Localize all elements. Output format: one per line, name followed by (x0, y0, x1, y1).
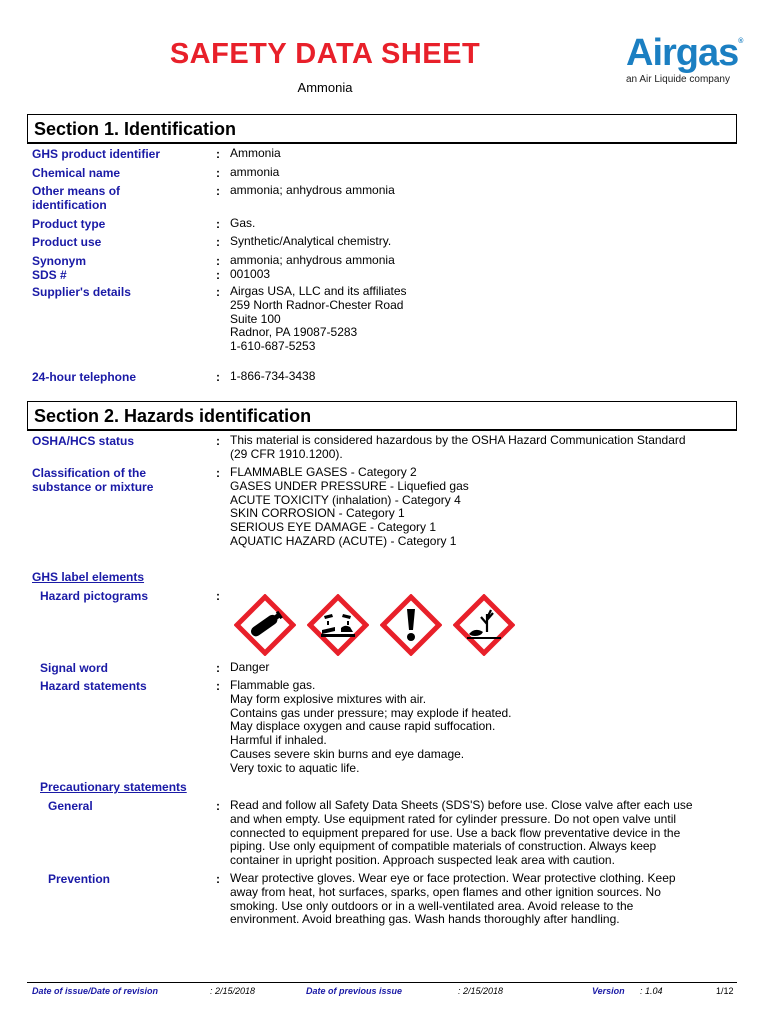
footer-version-label: Version (592, 986, 625, 996)
section2-heading: Section 2. Hazards identification (34, 406, 312, 426)
label-other-means: Other means of identification (32, 184, 121, 212)
label-product-use: Product use (32, 235, 102, 249)
colon: : (216, 254, 220, 268)
colon: : (216, 679, 220, 693)
colon: : (216, 466, 220, 480)
value-general: Read and follow all Safety Data Sheets (SDS'S) before use. Close valve after each use and when empty. Use equipment rated for cylinder pressure. Do not open valve until connected to equipment prepared for use. Use a back flow preventative device in the piping. Use only equipment of compatible materials of construction. Always keep container in upright position. Approach suspected leak area with caution. (230, 798, 693, 868)
precautionary-statements-heading: Precautionary statements (40, 780, 187, 794)
value-product-use: Synthetic/Analytical chemistry. (230, 234, 392, 248)
value-hazard-statements: Flammable gas. May form explosive mixtures with air. Contains gas under pressure; may explode if heated. May displace oxygen and cause rapid suffocation. Harmful if inhaled. Causes severe skin burns and eye damage. Very toxic to aquatic life. (230, 678, 512, 775)
label-ghs-product-identifier: GHS product identifier (32, 147, 161, 161)
colon: : (216, 166, 220, 180)
value-24-hour-telephone: 1-866-734-3438 (230, 369, 316, 383)
value-product-type: Gas. (230, 216, 256, 230)
section1-heading: Section 1. Identification (34, 119, 237, 139)
label-prevention: Prevention (48, 872, 111, 886)
exclamation-mark-pictogram-icon (380, 594, 442, 656)
label-24-hour-telephone: 24-hour telephone (32, 370, 137, 384)
environment-pictogram-icon (453, 594, 515, 656)
colon: : (216, 661, 220, 675)
footer-rule (27, 982, 737, 983)
value-ghs-product-identifier: Ammonia (230, 146, 281, 160)
footer-page-number: 1/12 (716, 986, 734, 996)
footer-previous-issue-value: : 2/15/2018 (458, 986, 504, 996)
colon: : (216, 799, 220, 813)
logo-registered-mark: ® (738, 38, 743, 45)
corrosion-pictogram-icon (307, 594, 369, 656)
value-signal-word: Danger (230, 660, 270, 674)
product-subtitle: Ammonia (297, 80, 353, 95)
section2-header (27, 401, 737, 430)
label-general: General (48, 799, 93, 813)
footer-previous-issue-label: Date of previous issue (306, 986, 403, 996)
logo-tagline: an Air Liquide company (626, 74, 730, 85)
colon: : (216, 217, 220, 231)
ghs-label-elements-heading: GHS label elements (32, 570, 145, 584)
airgas-logo (626, 32, 742, 75)
document-title: SAFETY DATA SHEET (169, 38, 481, 70)
label-chemical-name: Chemical name (32, 166, 121, 180)
value-classification: FLAMMABLE GASES - Category 2 GASES UNDER PRESSURE - Liquefied gas ACUTE TOXICITY (inhalation) - Category 4 SKIN CORROSION - Category 1 SERIOUS EYE DAMAGE - Category 1 AQUATIC HAZARD (ACUTE) - Category 1 (230, 465, 469, 548)
section1-rule (27, 143, 737, 144)
value-synonym: ammonia; anhydrous ammonia (230, 253, 395, 267)
label-classification: Classification of the substance or mixture (32, 466, 154, 494)
value-supplier-details: Airgas USA, LLC and its affiliates 259 North Radnor-Chester Road Suite 100 Radnor, PA 19087-5283 1-610-687-5253 (230, 284, 407, 354)
colon: : (216, 434, 220, 448)
colon: : (216, 589, 220, 603)
label-signal-word: Signal word (40, 661, 109, 675)
colon: : (216, 370, 220, 384)
colon: : (216, 147, 220, 161)
colon: : (216, 285, 220, 299)
value-chemical-name: ammonia (230, 165, 280, 179)
value-prevention: Wear protective gloves. Wear eye or face protection. Wear protective clothing. Keep away from heat, hot surfaces, sparks, open flames and other ignition sources. No smoking. Use only outdoors or in a well-ventilated area. Avoid release to the environment. Avoid breathing gas. Wash hands thoroughly after handling. (230, 871, 676, 927)
value-other-means: ammonia; anhydrous ammonia (230, 183, 395, 197)
section2-rule (27, 430, 737, 431)
label-supplier-details: Supplier's details (32, 285, 131, 299)
section1-header (27, 114, 737, 143)
gas-cylinder-pictogram-icon (234, 594, 296, 656)
value-sds-number: 001003 (230, 267, 271, 281)
footer-issue-label: Date of issue/Date of revision (32, 986, 159, 996)
label-synonym: Synonym (32, 254, 87, 268)
colon: : (216, 235, 220, 249)
label-hazard-pictograms: Hazard pictograms (40, 589, 149, 603)
logo-text: Airgas (626, 32, 739, 74)
colon: : (216, 872, 220, 886)
footer-version-value: : 1.04 (640, 986, 663, 996)
label-hazard-statements: Hazard statements (40, 679, 147, 693)
value-osha-hcs-status: This material is considered hazardous by the OSHA Hazard Communication Standard (29 CFR 1910.1200). (230, 433, 686, 461)
footer-issue-value: : 2/15/2018 (210, 986, 256, 996)
label-product-type: Product type (32, 217, 106, 231)
label-sds-number: SDS # (32, 268, 67, 282)
colon: : (216, 184, 220, 198)
colon: : (216, 268, 220, 282)
label-osha-hcs-status: OSHA/HCS status (32, 434, 135, 448)
